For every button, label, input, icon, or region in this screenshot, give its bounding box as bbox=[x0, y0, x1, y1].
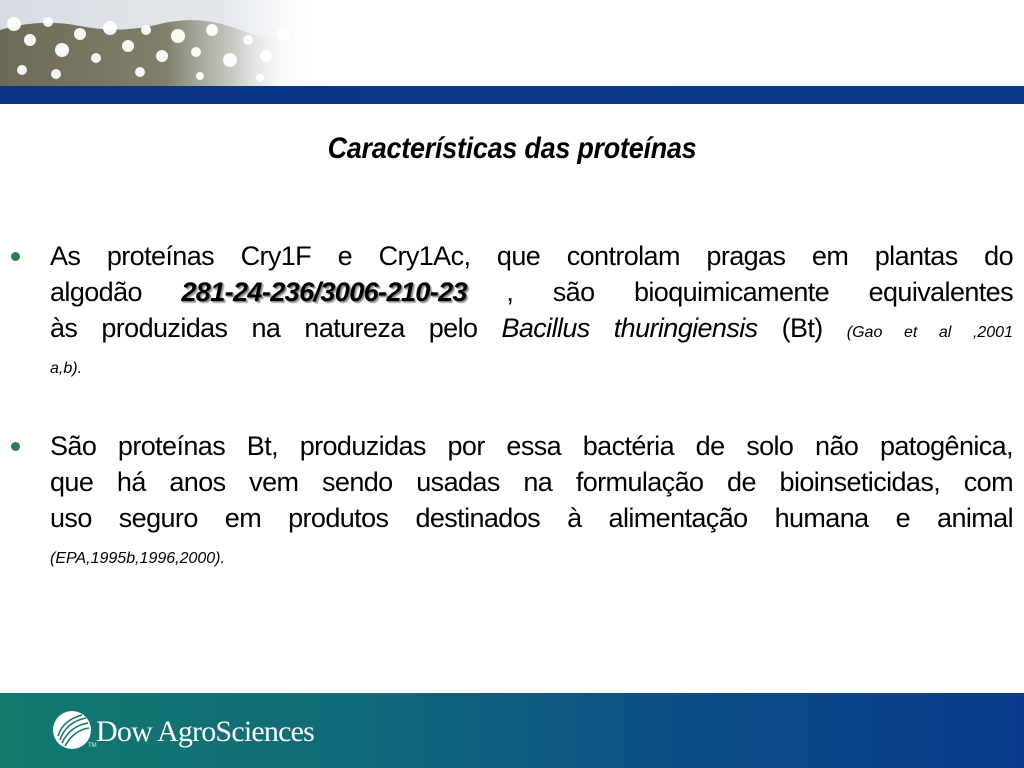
citation: (EPA,1995b,1996,2000). bbox=[50, 550, 225, 567]
bullet-text-2 bbox=[50, 428, 1013, 572]
text-segment: às produzidas na natureza pelo bbox=[50, 313, 502, 343]
text-segment: As proteínas Cry1F e Cry1Ac, que controlam pragas em plantas do bbox=[50, 241, 1013, 271]
bullet-line bbox=[50, 464, 1013, 500]
text-segment: uso seguro em produtos destinados à alimentação humana e animal bbox=[50, 503, 1013, 533]
bullet-line bbox=[50, 428, 1013, 464]
cotton-field-banner-icon bbox=[0, 0, 1024, 104]
text-segment: São proteínas Bt, produzidas por essa bactéria de solo não patogênica, bbox=[50, 431, 1013, 461]
text-segment: , são bioquimicamente equivalentes bbox=[466, 277, 1013, 307]
bullet-line bbox=[50, 238, 1013, 274]
text-segment: (Bt) bbox=[757, 313, 847, 343]
bullet-line bbox=[50, 536, 1013, 572]
bullet-line bbox=[50, 346, 1013, 382]
company-logo-text: Dow AgroSciences bbox=[96, 715, 314, 748]
scientific-name: Bacillus thuringiensis bbox=[501, 313, 758, 343]
bullet-text-1 bbox=[50, 238, 1013, 382]
bullet-dot-icon bbox=[11, 252, 20, 261]
bullet-line bbox=[50, 500, 1013, 536]
bullet-dot-icon bbox=[11, 442, 20, 451]
trademark-mark: TM bbox=[88, 743, 97, 749]
dow-agrosciences-logo-icon bbox=[52, 710, 92, 750]
citation: (Gao et al ,2001 bbox=[846, 324, 1013, 341]
citation: a,b). bbox=[50, 360, 83, 377]
bullet-line bbox=[50, 274, 1013, 310]
text-segment: que há anos vem sendo usadas na formulação de bioinseticidas, com bbox=[50, 467, 1013, 497]
slide-title: Características das proteínas bbox=[327, 132, 697, 165]
bullet-line bbox=[50, 310, 1013, 346]
event-code-number: 281-24-236/3006-210-23 bbox=[181, 277, 467, 307]
text-segment: algodão bbox=[50, 277, 182, 307]
footer-bar bbox=[0, 693, 1024, 768]
